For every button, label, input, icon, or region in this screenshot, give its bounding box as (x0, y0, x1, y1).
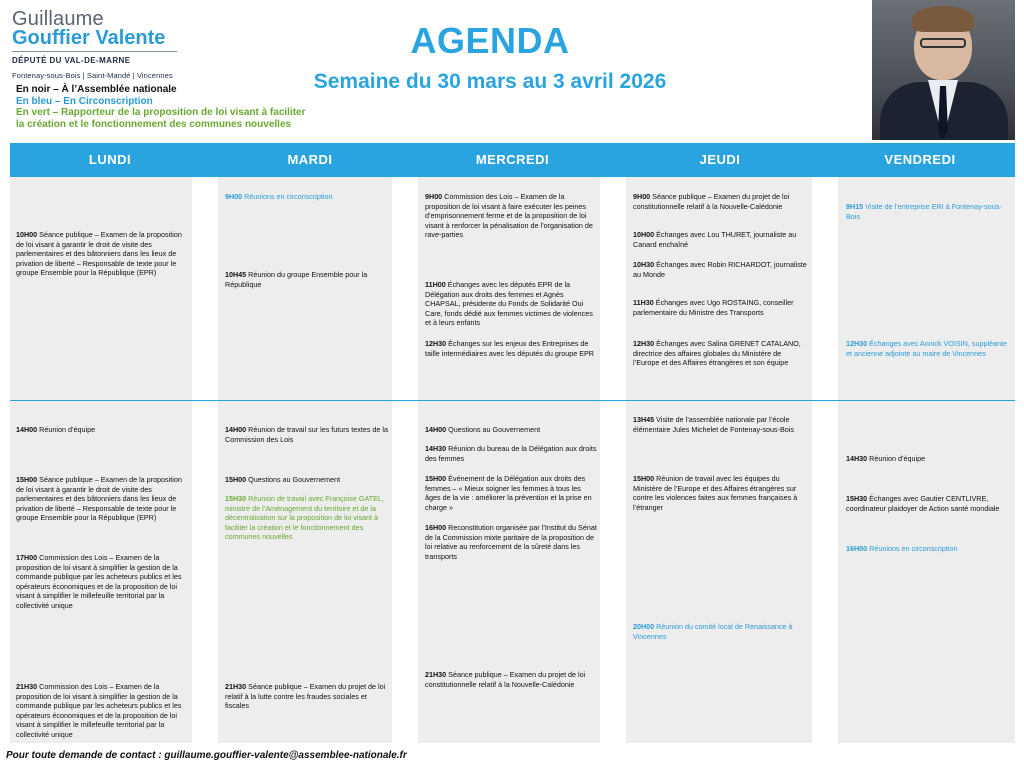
event-mardi-0900: 9H00 Réunions en circonscription (225, 192, 333, 201)
event-vendredi-1530: 15H30 Échanges avec Gautier CENTLIVRE, coordinateur plaidoyer de Action santé mondiale (846, 494, 1000, 513)
event-mercredi-1600: 16H00 Reconstitution organisée par l’Institut du Sénat de la Commission mixte paritaire de la proposition de loi relative au renforcement de la sûreté dans les transports (425, 523, 597, 561)
midday-divider (10, 400, 1015, 401)
event-mardi-1400: 14H00 Réunion de travail sur les futurs textes de la Commission des Lois (225, 425, 389, 444)
legend-blue: En bleu – En Circonscription (16, 95, 153, 107)
logo-underline (12, 51, 177, 52)
event-lundi-1000: 10H00 Séance publique – Examen de la proposition de loi visant à garantir le droit de visite des parlementaires et des bâtonniers dans les lieux de privation de liberté – Responsable de texte pour le groupe Ensemble pour la République (EPR) (16, 230, 182, 278)
event-mardi-1045: 10H45 Réunion du groupe Ensemble pour la République (225, 270, 368, 289)
logo-first-name: Guillaume (12, 8, 104, 30)
logo-towns: Fontenay-sous-Bois | Saint-Mandé | Vincennes (12, 71, 173, 80)
event-mercredi-1430: 14H30 Réunion du bureau de la Délégation aux droits des femmes (425, 444, 597, 463)
day-vendredi: VENDREDI (884, 152, 956, 167)
event-mercredi-1400: 14H00 Questions au Gouvernement (425, 425, 541, 434)
event-jeudi-2000: 20H00 Réunion du comité local de Renaissance à Vincennes (633, 622, 793, 641)
legend-green: En vert – Rapporteur de la proposition de loi visant à faciliter la création et le fonctionnement des communes nouvelles (16, 107, 306, 130)
event-jeudi-1345: 13H45 Visite de l’assemblée nationale par l’école élémentaire Jules Michelet de Fontenay-sous-Bois (633, 415, 794, 434)
event-jeudi-1130: 11H30 Échanges avec Ugo ROSTAING, conseiller parlementaire du Ministre des Transports (633, 298, 794, 317)
legend-black: En noir – À l’Assemblée nationale (16, 84, 177, 95)
event-lundi-2130: 21H30 Commission des Lois – Examen de la proposition de loi visant à simplifier la gestion de la commande publique par les acheteurs publics et les opérateurs économiques et de la proposition de loi visant à simplifier le millefeuille territorial par la collectivité unique (16, 682, 182, 739)
event-jeudi-0900: 9H00 Séance publique – Examen du projet de loi constitutionnelle relatif à la Nouvelle-Calédonie (633, 192, 790, 211)
logo-last-name: Gouffier Valente (12, 27, 166, 49)
event-mercredi-1500: 15H00 Événement de la Délégation aux droits des femmes – « Mieux soigner les femmes à tous les âges de la vie : améliorer la prévention et la prise en charge » (425, 474, 592, 512)
logo-role: DÉPUTÉ DU VAL-DE-MARNE (12, 56, 131, 65)
event-lundi-1400: 14H00 Réunion d’équipe (16, 425, 96, 434)
week-subtitle: Semaine du 30 mars au 3 avril 2026 (313, 70, 667, 93)
column-mardi (218, 177, 392, 743)
event-vendredi-0915: 9H15 Visite de l’entreprise ERI à Fontenay-sous-Bois (846, 202, 1002, 221)
event-vendredi-1230: 12H30 Échanges avec Annick VOISIN, suppléante et ancienne adjointe au maire de Vincennes (846, 339, 1008, 358)
event-mercredi-0900: 9H00 Commission des Lois – Examen de la proposition de loi visant à faire exécuter les peines d’emprisonnement ferme et de la proposition de loi visant à renforcer la pénalisation de l’organisation de rave-parties (425, 192, 593, 240)
day-header-bar (10, 143, 1015, 177)
event-mardi-1530: 15H30 Réunion de travail avec Françoise GATEL, ministre de l’Aménagement du territoire et de la décentralisation sur la proposition de loi visant à faciliter la création et le fonctionnement des communes nouvelles (225, 494, 384, 542)
day-lundi: LUNDI (88, 152, 132, 167)
event-mercredi-2130: 21H30 Séance publique – Examen du projet de loi constitutionnelle relatif à la Nouvelle-Calédonie (425, 670, 586, 689)
portrait-hair (912, 6, 974, 32)
event-lundi-1700: 17H00 Commission des Lois – Examen de la proposition de loi visant à simplifier la gestion de la commande publique par les acheteurs publics et les opérateurs économiques et de la proposition de loi visant à simplifier le millefeuille territorial par la collectivité unique (16, 553, 182, 610)
portrait-glasses (920, 38, 966, 48)
event-jeudi-1230: 12H30 Échanges avec Salina GRENET CATALANO, directrice des affaires globales du Ministère de l’Europe et des Affaires étrangères et son équipe (633, 339, 801, 368)
event-jeudi-1500: 15H00 Réunion de travail avec les équipes du Ministère de l’Europe et des Affaires étrangères sur contre les violences faites aux femmes françaises à l’étranger (633, 474, 798, 512)
contact-footer: Pour toute demande de contact : guillaume.gouffier-valente@assemblee-nationale.fr (6, 750, 407, 761)
event-jeudi-1000: 10H00 Échanges avec Lou THURET, journaliste au Canard enchaîné (633, 230, 797, 249)
event-vendredi-1600: 16H00 Réunions en circonscription (846, 544, 958, 553)
event-mardi-1500: 15H00 Questions au Gouvernement (225, 475, 341, 484)
event-vendredi-1430: 14H30 Réunion d’équipe (846, 454, 926, 463)
event-mardi-2130: 21H30 Séance publique – Examen du projet de loi relatif à la lutte contre les fraudes sociales et fiscales (225, 682, 386, 711)
day-mercredi: MERCREDI (475, 152, 550, 167)
deputy-portrait (872, 0, 1015, 140)
deputy-logo (12, 10, 187, 80)
event-mercredi-1100: 11H00 Échanges avec les députés EPR de la Délégation aux droits des femmes et Agnès CHAPSAL, présidente du Fonds de Solidarité Oui Care, fonds dédié aux femmes victimes de violences et à leurs enfants (425, 280, 593, 328)
event-jeudi-1030: 10H30 Échanges avec Robin RICHARDOT, journaliste au Monde (633, 260, 807, 279)
page-title: AGENDA (410, 20, 570, 61)
event-lundi-1500: 15H00 Séance publique – Examen de la proposition de loi visant à garantir le droit de visite des parlementaires et des bâtonniers dans les lieux de privation de liberté – Responsable de texte pour le groupe Ensemble pour la République (EPR) (16, 475, 182, 523)
event-mercredi-1230: 12H30 Échanges sur les enjeux des Entreprises de taille intermédiaires avec les députés du groupe EPR (425, 339, 595, 358)
day-mardi: MARDI (287, 152, 333, 167)
day-jeudi: JEUDI (699, 152, 741, 167)
